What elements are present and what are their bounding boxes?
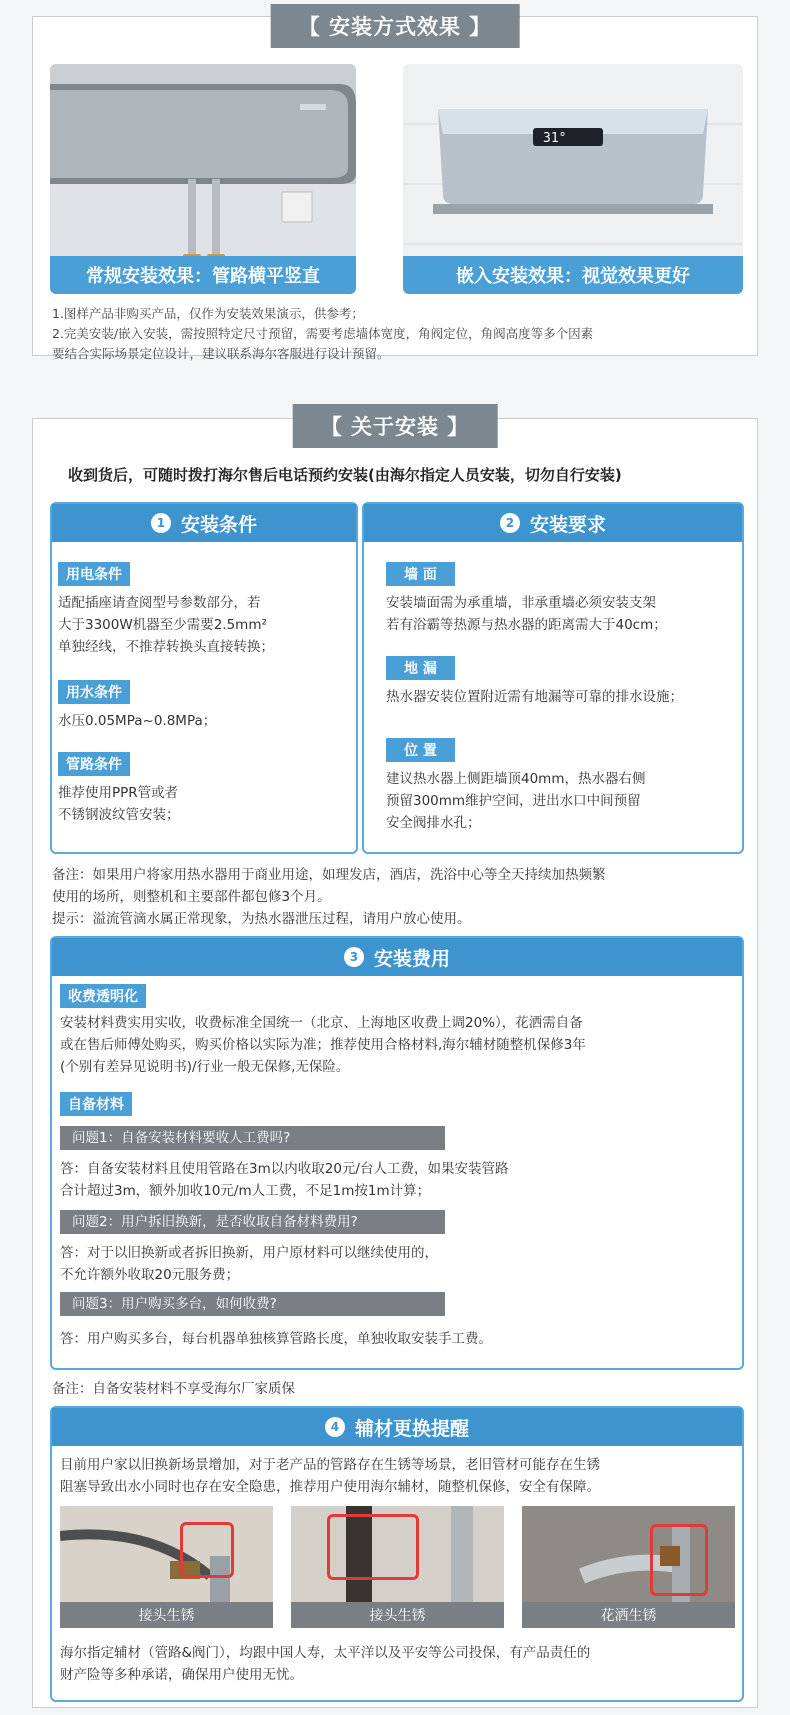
install-note-1: 1.图样产品非购买产品，仅作为安装效果演示，供参考； — [52, 306, 364, 321]
material-replacement-title: 辅材更换提醒 — [354, 1417, 469, 1440]
replacement-reason-line-1: 目前用户家以旧换新场景增加，对于老产品的管路存在生锈等场景，老旧管材可能存在生锈 — [60, 1457, 600, 1473]
answer-3-line-1: 答：用户购买多台，每台机器单独核算管路长度，单独收取安装手工费。 — [60, 1331, 492, 1347]
question-1: 问题1：自备安装材料要收人工费吗? — [60, 1126, 445, 1150]
transparent-fee-line-2: 或在售后师傅处购买，购买价格以实际为准；推荐使用合格材料,海尔辅材随整机保修3年 — [60, 1037, 586, 1053]
commercial-use-remark-1: 备注：如果用户将家用热水器用于商业用途，如理发店，酒店，洗浴中心等全天持续加热频繁 — [52, 867, 606, 883]
embedded-install-caption: 嵌入安装效果：视觉效果更好 — [403, 256, 743, 294]
pipe-condition-tag: 管路条件 — [58, 752, 130, 776]
water-condition-tag: 用水条件 — [58, 680, 130, 704]
install-note-2: 2.完美安装/嵌入安装，需按照特定尺寸预留，需要考虑墙体宽度，角阀定位，角阀高度等多个因素 — [52, 326, 594, 341]
material-replacement-header — [52, 1408, 742, 1446]
install-fee-header — [52, 938, 742, 976]
wall-requirement-line-2: 若有浴霸等热源与热水器的距离需大于40cm； — [386, 617, 667, 633]
commercial-use-remark-2: 使用的场所，则整机和主要部件都包修3个月。 — [52, 889, 331, 905]
overflow-tip: 提示：溢流管滴水属正常现象，为热水器泄压过程，请用户放心使用。 — [52, 911, 471, 927]
regular-install-photo — [50, 64, 356, 294]
insurance-line-2: 财产险等多种承诺，确保用户使用无忧。 — [60, 1667, 303, 1683]
question-2: 问题2：用户拆旧换新，是否收取自备材料费用? — [60, 1210, 445, 1234]
answer-1-line-1: 答：自备安装材料且使用管路在3m以内收取20元/台人工费，如果安装管路 — [60, 1161, 509, 1177]
transparent-fee-tag: 收费透明化 — [60, 984, 146, 1008]
position-requirement-tag: 位 置 — [386, 738, 455, 762]
self-material-remark: 备注：自备安装材料不享受海尔厂家质保 — [52, 1381, 295, 1397]
position-requirement-line-3: 安全阀排水孔； — [386, 815, 481, 831]
transparent-fee-line-3: (个别有差异见说明书)/行业一般无保修,无保险。 — [60, 1059, 350, 1075]
step-number-4: 4 — [325, 1417, 345, 1437]
rust-highlight-1 — [180, 1522, 234, 1578]
pipe-condition-line-2: 不锈钢波纹管安装； — [58, 807, 180, 823]
answer-2-line-2: 不允许额外收取20元服务费； — [60, 1267, 240, 1283]
regular-install-caption: 常规安装效果：管路横平竖直 — [50, 256, 356, 294]
install-conditions-header — [52, 504, 356, 542]
install-note-3: 要结合实际场景定位设计，建议联系海尔客服进行设计预留。 — [52, 346, 390, 361]
rust-caption-3: 花洒生锈 — [522, 1602, 735, 1628]
install-requirements-title: 安装要求 — [529, 513, 606, 536]
rust-highlight-3 — [650, 1524, 708, 1596]
answer-1-line-2: 合计超过3m，额外加收10元/m人工费，不足1m按1m计算； — [60, 1183, 431, 1199]
power-condition-line-3: 单独经线，不推荐转换头直接转换； — [58, 639, 274, 655]
position-requirement-line-1: 建议热水器上侧距墙顶40mm，热水器右侧 — [386, 771, 646, 787]
embedded-install-photo — [403, 64, 743, 294]
install-conditions-title: 安装条件 — [180, 513, 257, 536]
power-condition-line-1: 适配插座请查阅型号参数部分，若 — [58, 595, 261, 611]
step-number-1: 1 — [151, 513, 171, 533]
wall-requirement-line-1: 安装墙面需为承重墙，非承重墙必须安装支架 — [386, 595, 656, 611]
drain-requirement-tag: 地 漏 — [386, 656, 455, 680]
install-fee-title: 安装费用 — [373, 947, 450, 970]
insurance-line-1: 海尔指定辅材（管路&阀门），均跟中国人寿，太平洋以及平安等公司投保，有产品责任的 — [60, 1645, 591, 1661]
self-material-tag: 自备材料 — [60, 1092, 132, 1116]
rusty-joint-photo-1 — [60, 1506, 273, 1628]
position-requirement-line-2: 预留300mm维护空间，进出水口中间预留 — [386, 793, 641, 809]
replacement-reason-line-2: 阻塞导致出水小同时也存在安全隐患，推荐用户使用海尔辅材，随整机保修，安全有保障。 — [60, 1479, 600, 1495]
wall-requirement-tag: 墙 面 — [386, 562, 455, 586]
answer-2-line-1: 答：对于以旧换新或者拆旧换新，用户原材料可以继续使用的， — [60, 1245, 438, 1261]
rusty-shower-photo — [522, 1506, 735, 1628]
install-effect-title: 【 安装方式效果 】 — [271, 4, 520, 48]
question-3: 问题3：用户购买多台，如何收费? — [60, 1292, 445, 1316]
pipe-condition-line-1: 推荐使用PPR管或者 — [58, 785, 179, 801]
about-install-title: 【 关于安装 】 — [293, 404, 498, 448]
rust-caption-1: 接头生锈 — [60, 1602, 273, 1628]
rusty-joint-photo-2 — [291, 1506, 504, 1628]
install-intro: 收到货后，可随时拨打海尔售后电话预约安装(由海尔指定人员安装，切勿自行安装) — [68, 466, 622, 484]
transparent-fee-line-1: 安装材料费实用实收，收费标准全国统一（北京、上海地区收费上调20%），花洒需自备 — [60, 1015, 583, 1031]
rust-highlight-2 — [327, 1514, 419, 1580]
power-condition-line-2: 大于3300W机器至少需要2.5mm² — [58, 617, 267, 633]
rust-caption-2: 接头生锈 — [291, 1602, 504, 1628]
step-number-3: 3 — [344, 947, 364, 967]
water-condition-line-1: 水压0.05MPa~0.8MPa； — [58, 713, 217, 729]
display-reading: 31° — [543, 131, 567, 146]
drain-requirement-line-1: 热水器安装位置附近需有地漏等可靠的排水设施； — [386, 689, 683, 705]
step-number-2: 2 — [500, 513, 520, 533]
install-requirements-header — [364, 504, 742, 542]
power-condition-tag: 用电条件 — [58, 562, 130, 586]
